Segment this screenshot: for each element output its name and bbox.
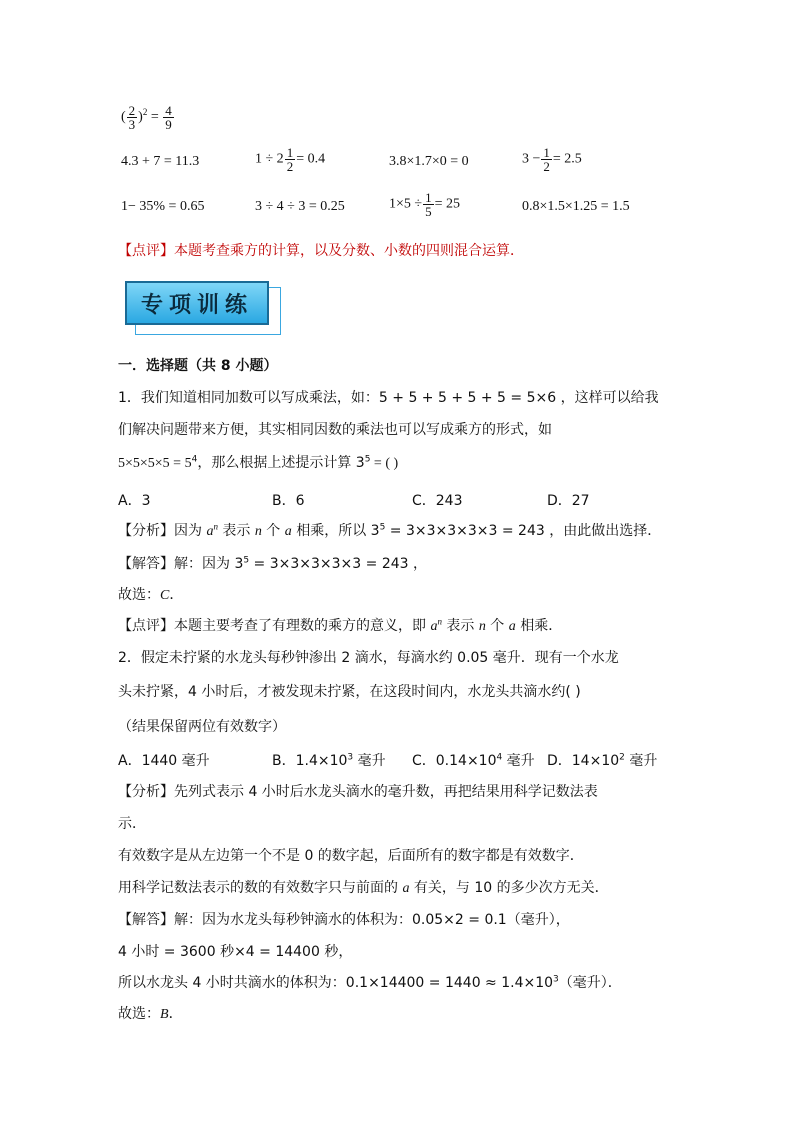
row2-c2: 3 ÷ 4 ÷ 3 = 0.25 <box>255 199 345 214</box>
fraction <box>127 104 138 131</box>
denominator: 2 <box>286 159 294 174</box>
q2-option-d <box>547 750 657 770</box>
text: 用科学记数法表示的数的有效数字只与前面的 <box>118 880 403 896</box>
q1-option-c: C．243 <box>412 493 463 509</box>
text: 表示 <box>441 618 479 634</box>
row1-c4 <box>522 146 582 173</box>
expr-post: = 25 <box>434 196 460 212</box>
var-n: n <box>254 524 262 539</box>
row2-c3 <box>389 191 460 218</box>
var-a: a <box>284 524 292 539</box>
q2-line1: 2．假定未拧紧的水龙头每秒钟渗出 2 滴水，每滴水约 0.05 毫升．现有一个水龙 <box>118 650 619 666</box>
denominator: 9 <box>165 117 172 132</box>
q1-line1: 1．我们知道相同加数可以写成乘法，如：5 + 5 + 5 + 5 + 5 = 5×6 ，这样可以给我 <box>118 390 659 406</box>
var-a: a <box>402 881 410 896</box>
q2-analysis-2: 示． <box>118 816 146 832</box>
text: 所以水龙头 4 小时共滴水的体积为：0.1×14400 = 1440 ≈ 1.4×10 <box>118 975 554 991</box>
text: 【解答】解：因为 3 <box>118 556 244 572</box>
text: 有关，与 10 的多少次方无关． <box>409 880 609 896</box>
text: 相乘． <box>515 618 563 634</box>
text: 相乘，所以 3 <box>291 523 380 539</box>
numerator: 1 <box>543 145 550 160</box>
exponent: 2 <box>619 752 625 763</box>
q1-comment <box>118 615 562 635</box>
exponent: 4 <box>496 752 503 763</box>
expr-pre: 1 ÷ 2 <box>255 151 284 167</box>
text: 个 <box>261 523 285 539</box>
denominator: 3 <box>128 117 136 132</box>
q1-line2: 们解决问题带来方便，其实相同因数的乘法也可以写成乘方的形式，如 <box>118 422 552 438</box>
fraction <box>163 104 174 131</box>
text: 毫升 <box>502 753 535 769</box>
text: B．1.4×10 <box>272 753 348 769</box>
q1-option-d: D．27 <box>547 493 590 509</box>
q1-analysis <box>118 520 661 540</box>
equals: = <box>150 109 159 125</box>
q2-option-c <box>412 750 535 770</box>
badge-label: 专项训练 <box>125 281 269 325</box>
section-title: 一．选择题（共 8 小题） <box>118 358 278 374</box>
text: ，那么根据上述提示计算 3 <box>197 455 365 471</box>
row1-c1: 4.3 + 7 = 11.3 <box>121 154 200 169</box>
q1-choice <box>118 584 183 604</box>
row2-c1: 1− 35% = 0.65 <box>121 199 205 214</box>
text: = 3×3×3×3×3 = 243 ，由此做出选择． <box>385 523 662 539</box>
comment-1: 【点评】本题考查乘方的计算，以及分数、小数的四则混合运算． <box>118 243 524 259</box>
exponent: 5 <box>379 522 386 533</box>
q2-answer-1: 【解答】解：因为水龙头每秒钟滴水的体积为：0.05×2 = 0.1（毫升）， <box>118 912 570 928</box>
var-a: a <box>508 619 516 634</box>
text: 毫升 <box>353 753 386 769</box>
expr-pre: 1×5 ÷ <box>389 196 423 212</box>
q2-option-a: A．1440 毫升 <box>118 753 210 769</box>
fraction <box>423 191 434 218</box>
q2-choice <box>118 1003 183 1023</box>
exponent: 4 <box>191 454 198 465</box>
q2-answer-2: 4 小时 = 3600 秒×4 = 14400 秒， <box>118 944 353 960</box>
numerator: 4 <box>165 103 172 118</box>
text: （毫升）． <box>558 975 622 991</box>
exponent: 2 <box>142 107 148 118</box>
q1-line3 <box>118 452 398 472</box>
exponent: 3 <box>347 752 354 763</box>
denominator: 2 <box>543 159 550 174</box>
text: 毫升 <box>624 753 658 769</box>
text: D．14×10 <box>547 753 620 769</box>
choice-letter: C <box>160 588 170 603</box>
section-badge <box>121 279 281 335</box>
denominator: 5 <box>425 204 432 219</box>
expr-post: = 0.4 <box>296 151 326 167</box>
exponent: 5 <box>364 454 371 465</box>
text: ． <box>169 587 184 603</box>
var-a: a <box>206 524 214 539</box>
fraction <box>541 146 552 173</box>
choice-letter: B <box>160 1007 169 1022</box>
q1-answer <box>118 553 427 573</box>
text: = 3×3×3×3×3 = 243 ， <box>249 556 427 572</box>
q2-analysis-1: 【分析】先列式表示 4 小时后水龙头滴水的毫升数，再把结果用科学记数法表 <box>118 784 598 800</box>
top-formula: ( $\frac{2}{3}$ )$^2$ = $\frac{4}{9}$ <box>121 103 172 132</box>
row1-c3: 3.8×1.7×0 = 0 <box>389 154 469 169</box>
text: 表示 <box>217 523 255 539</box>
answer-blank: = ( ) <box>370 456 399 471</box>
text: C．0.14×10 <box>412 753 497 769</box>
q2-analysis-4 <box>118 877 609 897</box>
numerator: 1 <box>425 190 432 205</box>
text: 【点评】本题主要考查了有理数的乘方的意义，即 <box>118 618 431 634</box>
var-n: n <box>478 619 486 634</box>
exponent: 3 <box>553 974 559 985</box>
expr-post: = 2.5 <box>552 151 582 167</box>
q2-line2: 头未拧紧，4 小时后，才被发现未拧紧，在这段时间内，水龙头共滴水约( ) <box>118 684 581 700</box>
q2-line3: （结果保留两位有效数字） <box>118 719 286 735</box>
text: 个 <box>485 618 509 634</box>
q2-analysis-3: 有效数字是从左边第一个不是 0 的数字起，后面所有的数字都是有效数字． <box>118 848 584 864</box>
var-a: a <box>430 619 438 634</box>
numerator: 1 <box>286 145 294 160</box>
row2-c4: 0.8×1.5×1.25 = 1.5 <box>522 199 630 214</box>
fraction <box>285 146 296 173</box>
text: 故选： <box>118 587 160 603</box>
row1-c2 <box>255 146 325 173</box>
expr-pre: 3 − <box>522 151 541 167</box>
text: ． <box>168 1006 183 1022</box>
exponent: 5 <box>243 555 250 566</box>
math-text: 5×5×5×5 = 5 <box>118 456 192 471</box>
q1-option-a: A．3 <box>118 493 151 509</box>
q2-option-b <box>272 750 386 770</box>
text: 【分析】因为 <box>118 523 207 539</box>
q1-option-b: B．6 <box>272 493 305 509</box>
exponent: n <box>213 521 218 532</box>
q2-answer-3 <box>118 972 622 992</box>
text: 故选： <box>118 1006 160 1022</box>
numerator: 2 <box>128 103 136 118</box>
exponent: n <box>437 616 442 627</box>
